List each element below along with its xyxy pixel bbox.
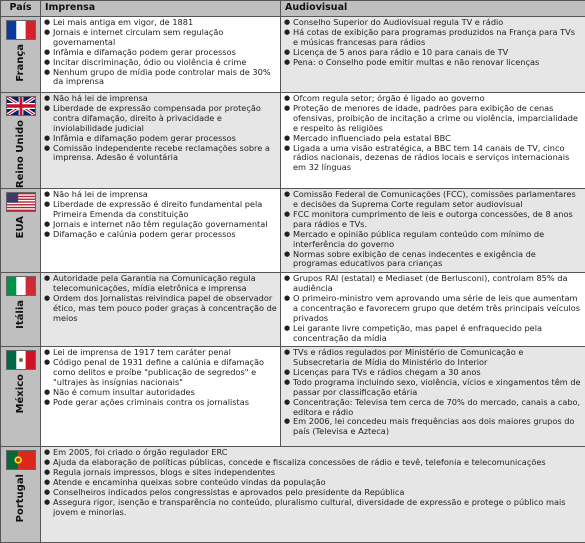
row-eua bbox=[1, 189, 585, 273]
list-item: ● Em 2006, lei concedeu mais frequências aos dois maiores grupos do país (Televisa e Azteca) bbox=[284, 417, 582, 437]
list-item: ● Assegura rigor, isenção e transparência no conteúdo, pluralismo cultural, diversidade de expressão e protege o público mais jovem e minorias. bbox=[44, 498, 582, 518]
list-item: ● Mercado influenciado pela estatal BBC bbox=[284, 134, 582, 144]
row-mexico bbox=[1, 347, 585, 447]
uk-flag-icon bbox=[6, 96, 36, 116]
country-cell bbox=[1, 189, 41, 273]
country-name: França bbox=[15, 44, 26, 82]
france-flag-icon bbox=[6, 20, 36, 40]
portugal-cell bbox=[41, 447, 585, 543]
list-item: ● Proteção de menores de idade, padrões para exibição de cenas ofensivas, proibição de incitação a crime ou violência, imparcialidade e respeito às religiões bbox=[284, 104, 582, 134]
list-item: ● Licença de 5 anos para rádio e 10 para canais de TV bbox=[284, 48, 582, 58]
list-item: ● Não há lei de imprensa bbox=[44, 190, 277, 200]
audiovisual-cell bbox=[281, 189, 585, 273]
list-item: ● Difamação e calúnia podem gerar processos bbox=[44, 230, 277, 240]
list-item: ● Ajuda da elaboração de políticas públicas, concede e fiscaliza concessões de rádio e tevê, telefonia e telecomunicações bbox=[44, 458, 582, 468]
list-item: ● Regula jornais impressos, blogs e sites independentes bbox=[44, 468, 582, 478]
list-item: ● Conselho Superior do Audiovisual regula TV e rádio bbox=[284, 18, 582, 28]
mexico-flag-icon bbox=[6, 350, 36, 370]
list-item: ● Licenças para TVs e rádios chegam a 30 anos bbox=[284, 368, 582, 378]
list-item: ● Ligada a uma visão estratégica, a BBC tem 14 canais de TV, cinco rádios nacionais, dezenas de rádios locais e serviços internacionais em 32 línguas bbox=[284, 144, 582, 174]
country-cell bbox=[1, 17, 41, 93]
list-item: ● Infâmia e difamação podem gerar processos bbox=[44, 48, 277, 58]
list-item: ● FCC monitora cumprimento de leis e outorga concessões, de 8 anos para rádios e TVs. bbox=[284, 210, 582, 230]
list-item: ● Ordem dos Jornalistas reivindica papel de observador ético, mas tem pouco poder graças à concentração de meios bbox=[44, 294, 277, 324]
list-item: ● Pode gerar ações criminais contra os jornalistas bbox=[44, 398, 277, 408]
list-item: ● Conselheiros indicados pelos congressistas e aprovados pelo presidente da República bbox=[44, 488, 582, 498]
audiovisual-cell bbox=[281, 273, 585, 347]
list-item: ● Ofcom regula setor; órgão é ligado ao governo bbox=[284, 94, 582, 104]
press-cell bbox=[41, 347, 281, 447]
country-name: México bbox=[15, 374, 26, 413]
list-item: ● Autoridade pela Garantia na Comunicação regula telecomunicações, mídia eletrônica e imprensa bbox=[44, 274, 277, 294]
list-item: ● Todo programa incluindo sexo, violência, vícios e xingamentos têm de passar por classificação etária bbox=[284, 378, 582, 398]
header-row bbox=[1, 1, 585, 17]
list-item: ● TVs e rádios regulados por Ministério de Comunicação e Subsecretaria de Mídia do Ministério do Interior bbox=[284, 348, 582, 368]
list-item: ● Não é comum insultar autoridades bbox=[44, 388, 277, 398]
country-cell bbox=[1, 347, 41, 447]
press-cell bbox=[41, 189, 281, 273]
list-item: ● Lei de imprensa de 1917 tem caráter penal bbox=[44, 348, 277, 358]
audiovisual-cell bbox=[281, 347, 585, 447]
country-cell bbox=[1, 93, 41, 189]
row-reino-unido bbox=[1, 93, 585, 189]
list-item: ● Jornais e internet circulam sem regulação governamental bbox=[44, 28, 277, 48]
list-item: ● Lei garante livre competição, mas papel é enfraquecido pela concentração da mídia bbox=[284, 324, 582, 344]
list-item: ● Não há lei de imprensa bbox=[44, 94, 277, 104]
portugal-flag-icon bbox=[6, 450, 36, 470]
header-country: País bbox=[1, 1, 41, 17]
list-item: ● Incitar discriminação, ódio ou violência é crime bbox=[44, 58, 277, 68]
list-item: ● Liberdade de expressão compensada por proteção contra difamação, direito à privacidade e inviolabilidade judicial bbox=[44, 104, 277, 134]
header-press: Imprensa bbox=[41, 1, 281, 17]
list-item: ● Jornais e internet não têm regulação governamental bbox=[44, 220, 277, 230]
list-item: ● Mercado e opinião pública regulam conteúdo com mínimo de interferência do governo bbox=[284, 230, 582, 250]
list-item: ● Em 2005, foi criado o órgão regulador ERC bbox=[44, 448, 582, 458]
header-audiovisual: Audiovisual bbox=[281, 1, 585, 17]
country-cell bbox=[1, 447, 41, 543]
country-name: Portugal bbox=[15, 474, 26, 522]
list-item: ● Grupos RAI (estatal) e Mediaset (de Berlusconi), controlam 85% da audiência bbox=[284, 274, 582, 294]
list-item: ● Lei mais antiga em vigor, de 1881 bbox=[44, 18, 277, 28]
press-cell bbox=[41, 93, 281, 189]
list-item: ● Há cotas de exibição para programas produzidos na França para TVs e músicas francesas para rádios bbox=[284, 28, 582, 48]
list-item: ● Comissão independente recebe reclamações sobre a imprensa. Adesão é voluntária bbox=[44, 144, 277, 164]
list-item: ● Concentração: Televisa tem cerca de 70% do mercado, canais a cabo, editora e rádio bbox=[284, 398, 582, 418]
list-item: ● Comissão Federal de Comunicações (FCC), comissões parlamentares e decisões da Suprema Corte regulam setor audiovisual bbox=[284, 190, 582, 210]
list-item: ● Atende e encaminha queixas sobre conteúdo vindas da população bbox=[44, 478, 582, 488]
press-cell bbox=[41, 273, 281, 347]
press-cell bbox=[41, 17, 281, 93]
list-item: ● Infâmia e difamação podem gerar processos bbox=[44, 134, 277, 144]
audiovisual-cell bbox=[281, 17, 585, 93]
country-name: Reino Unido bbox=[15, 120, 26, 188]
row-italia bbox=[1, 273, 585, 347]
audiovisual-cell bbox=[281, 93, 585, 189]
list-item: ● Pena: o Conselho pode emitir multas e não renovar licenças bbox=[284, 58, 582, 68]
usa-flag-icon bbox=[6, 192, 36, 212]
list-item: ● Liberdade de expressão é direito fundamental pela Primeira Emenda da constituição bbox=[44, 200, 277, 220]
country-cell bbox=[1, 273, 41, 347]
country-name: Itália bbox=[15, 300, 26, 329]
row-portugal bbox=[1, 447, 585, 543]
list-item: ● Nenhum grupo de mídia pode controlar mais de 30% da imprensa bbox=[44, 68, 277, 88]
country-name: EUA bbox=[15, 216, 26, 238]
italy-flag-icon bbox=[6, 276, 36, 296]
list-item: ● O primeiro-ministro vem aprovando uma série de leis que aumentam a concentração e favorecem grupo que detém três principais veículos privados bbox=[284, 294, 582, 324]
list-item: ● Normas sobre exibição de cenas indecentes e exigência de programas educativos para crianças bbox=[284, 250, 582, 270]
list-item: ● Código penal de 1931 define a calúnia e difamação como delitos e proíbe "publicação de segredos" e "ultrajes às insígnias nacionais" bbox=[44, 358, 277, 388]
row-franca bbox=[1, 17, 585, 93]
